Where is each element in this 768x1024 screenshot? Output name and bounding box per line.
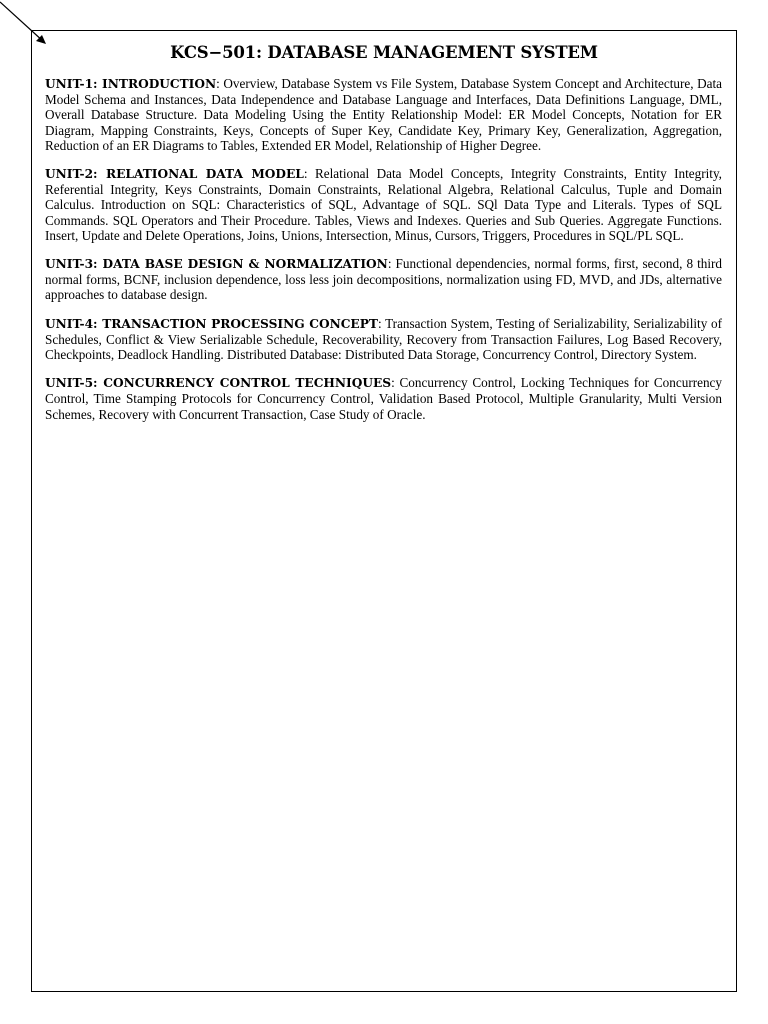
- unit-1-paragraph: UNIT-1: INTRODUCTION: Overview, Database System vs File System, Database System Concept and Architecture, Data Model Schema and Instances, Data Independence and Database Language and Interfaces, Data Definitions Language, DML, Overall Database Structure. Data Modeling Using the Entity Relationship Model: ER Model Concepts, Notation for ER Diagram, Mapping Constraints, Keys, Concepts of Super Key, Candidate Key, Primary Key, Generalization, Aggregation, Reduction of an ER Diagrams to Tables, Extended ER Model, Relationship of Higher Degree.: [45, 76, 722, 153]
- unit-5-text: Concurrency Control, Locking Techniques for Concurrency Control, Time Stamping Protocols for Concurrency Control, Validation Based Protocol, Multiple Granularity, Multi Version Schemes, Recovery with Concurrent Transaction, Case Study of Oracle.: [45, 375, 722, 422]
- syllabus-content: [32, 76, 736, 422]
- unit-1-text: Overview, Database System vs File System, Database System Concept and Architecture, Data Model Schema and Instances, Data Independence and Database Language and Interfaces, Data Definitions Language, DML, Overall Database Structure. Data Modeling Using the Entity Relationship Model: ER Model Concepts, Notation for ER Diagram, Mapping Constraints, Keys, Concepts of Super Key, Candidate Key, Primary Key, Generalization, Aggregation, Reduction of an ER Diagrams to Tables, Extended ER Model, Relationship of Higher Degree.: [45, 76, 722, 153]
- unit-2-heading: UNIT-2: RELATIONAL DATA MODEL: [45, 167, 304, 182]
- unit-5-heading: UNIT-5: CONCURRENCY CONTROL TECHNIQUES: [45, 376, 392, 391]
- unit-4-paragraph: UNIT-4: TRANSACTION PROCESSING CONCEPT: Transaction System, Testing of Serializability, Serializability of Schedules, Conflict & View Serializable Schedule, Recoverability, Recovery from Transaction Failures, Log Based Recovery, Checkpoints, Deadlock Handling. Distributed Database: Distributed Data Storage, Concurrency Control, Directory System.: [45, 315, 722, 363]
- unit-5-paragraph: UNIT-5: CONCURRENCY CONTROL TECHNIQUES: Concurrency Control, Locking Techniques for Concurrency Control, Time Stamping Protocols for Concurrency Control, Validation Based Protocol, Multiple Granularity, Multi Version Schemes, Recovery with Concurrent Transaction, Case Study of Oracle.: [45, 375, 722, 422]
- unit-4-heading: UNIT-4: TRANSACTION PROCESSING CONCEPT: [45, 316, 378, 331]
- unit-3-paragraph: UNIT-3: DATA BASE DESIGN & NORMALIZATION: Functional dependencies, normal forms, first, second, 8 third normal forms, BCNF, inclusion dependence, loss less join decompositions, normalization using FD, MVD, and JDs, alternative approaches to database design.: [45, 256, 722, 303]
- syllabus-frame: [31, 30, 737, 992]
- page-title: KCS−501: DATABASE MANAGEMENT SYSTEM: [170, 43, 598, 62]
- unit-2-text: Relational Data Model Concepts, Integrity Constraints, Entity Integrity, Referential Integrity, Keys Constraints, Domain Constraints, Relational Algebra, Relational Calculus, Tuple and Domain Calculus. Introduction on SQL: Characteristics of SQL, Advantage of SQL. SQl Data Type and Literals. Types of SQL Commands. SQL Operators and Their Procedure. Tables, Views and Indexes. Queries and Sub Queries. Aggregate Functions. Insert, Update and Delete Operations, Joins, Unions, Intersection, Minus, Cursors, Triggers, Procedures in SQL/PL SQL.: [45, 166, 722, 243]
- unit-3-text: Functional dependencies, normal forms, first, second, 8 third normal forms, BCNF, inclusion dependence, loss less join decompositions, normalization using FD, MVD, and JDs, alternative approaches to database design.: [45, 256, 722, 303]
- unit-2-paragraph: UNIT-2: RELATIONAL DATA MODEL: Relational Data Model Concepts, Integrity Constraints, Entity Integrity, Referential Integrity, Keys Constraints, Domain Constraints, Relational Algebra, Relational Calculus, Tuple and Domain Calculus. Introduction on SQL: Characteristics of SQL, Advantage of SQL. SQl Data Type and Literals. Types of SQL Commands. SQL Operators and Their Procedure. Tables, Views and Indexes. Queries and Sub Queries. Aggregate Functions. Insert, Update and Delete Operations, Joins, Unions, Intersection, Minus, Cursors, Triggers, Procedures in SQL/PL SQL.: [45, 166, 722, 243]
- unit-3-heading: UNIT-3: DATA BASE DESIGN & NORMALIZATION: [45, 257, 388, 272]
- unit-1-heading: UNIT-1: INTRODUCTION: [45, 77, 217, 91]
- unit-4-text: Transaction System, Testing of Serializability, Serializability of Schedules, Conflict & View Serializable Schedule, Recoverability, Recovery from Transaction Failures, Log Based Recovery, Checkpoints, Deadlock Handling. Distributed Database: Distributed Data Storage, Concurrency Control, Directory System.: [45, 315, 722, 363]
